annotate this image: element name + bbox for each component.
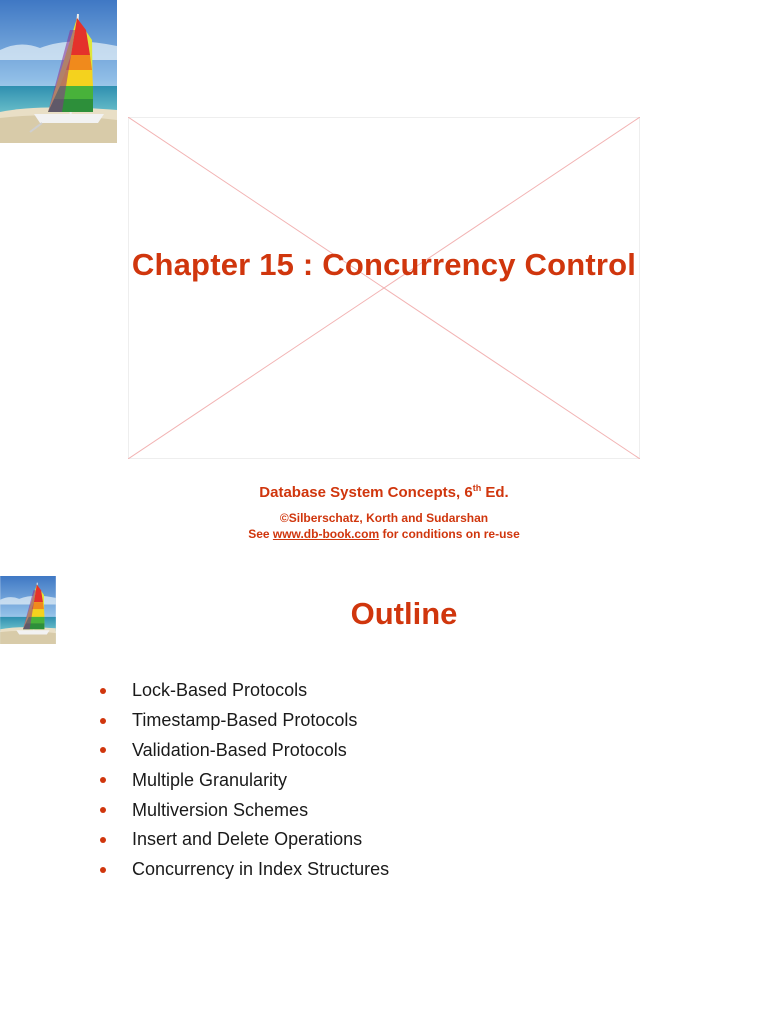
db-book-link[interactable]: www.db-book.com	[272, 527, 380, 541]
bullet-dot-icon	[100, 688, 106, 694]
list-item	[100, 736, 389, 766]
reuse-suffix: for conditions on re-use	[379, 527, 520, 541]
image-placeholder-frame	[128, 117, 640, 459]
bullet-dot-icon	[100, 807, 106, 813]
outline-title: Outline	[350, 596, 458, 631]
book-title-main: Database System Concepts, 6	[259, 484, 473, 501]
list-item-label: Insert and Delete Operations	[132, 829, 363, 850]
authors-line: ©Silberschatz, Korth and Sudarshan	[279, 511, 489, 525]
list-item	[100, 795, 389, 825]
sailboat-logo-icon	[0, 0, 117, 143]
book-title-superscript: th	[472, 483, 482, 493]
list-item-label: Multiple Granularity	[132, 769, 288, 790]
book-title-edition: Ed.	[481, 484, 509, 501]
list-item-label: Multiversion Schemes	[132, 799, 309, 820]
chapter-title: Chapter 15 : Concurrency Control	[131, 247, 637, 282]
reuse-prefix: See	[248, 527, 273, 541]
list-item	[100, 706, 389, 736]
list-item-label: Lock-Based Protocols	[132, 680, 308, 701]
outline-list	[100, 676, 389, 885]
bullet-dot-icon	[100, 777, 106, 783]
reuse-notice	[0, 526, 768, 542]
list-item-label: Concurrency in Index Structures	[132, 859, 390, 880]
book-title	[0, 483, 768, 503]
list-item	[100, 676, 389, 706]
bullet-dot-icon	[100, 837, 106, 843]
bullet-dot-icon	[100, 747, 106, 753]
list-item-label: Validation-Based Protocols	[132, 739, 347, 760]
list-item	[100, 825, 389, 855]
list-item	[100, 855, 389, 885]
list-item-label: Timestamp-Based Protocols	[132, 710, 358, 731]
bullet-dot-icon	[100, 867, 106, 873]
bullet-dot-icon	[100, 718, 106, 724]
list-item	[100, 765, 389, 795]
